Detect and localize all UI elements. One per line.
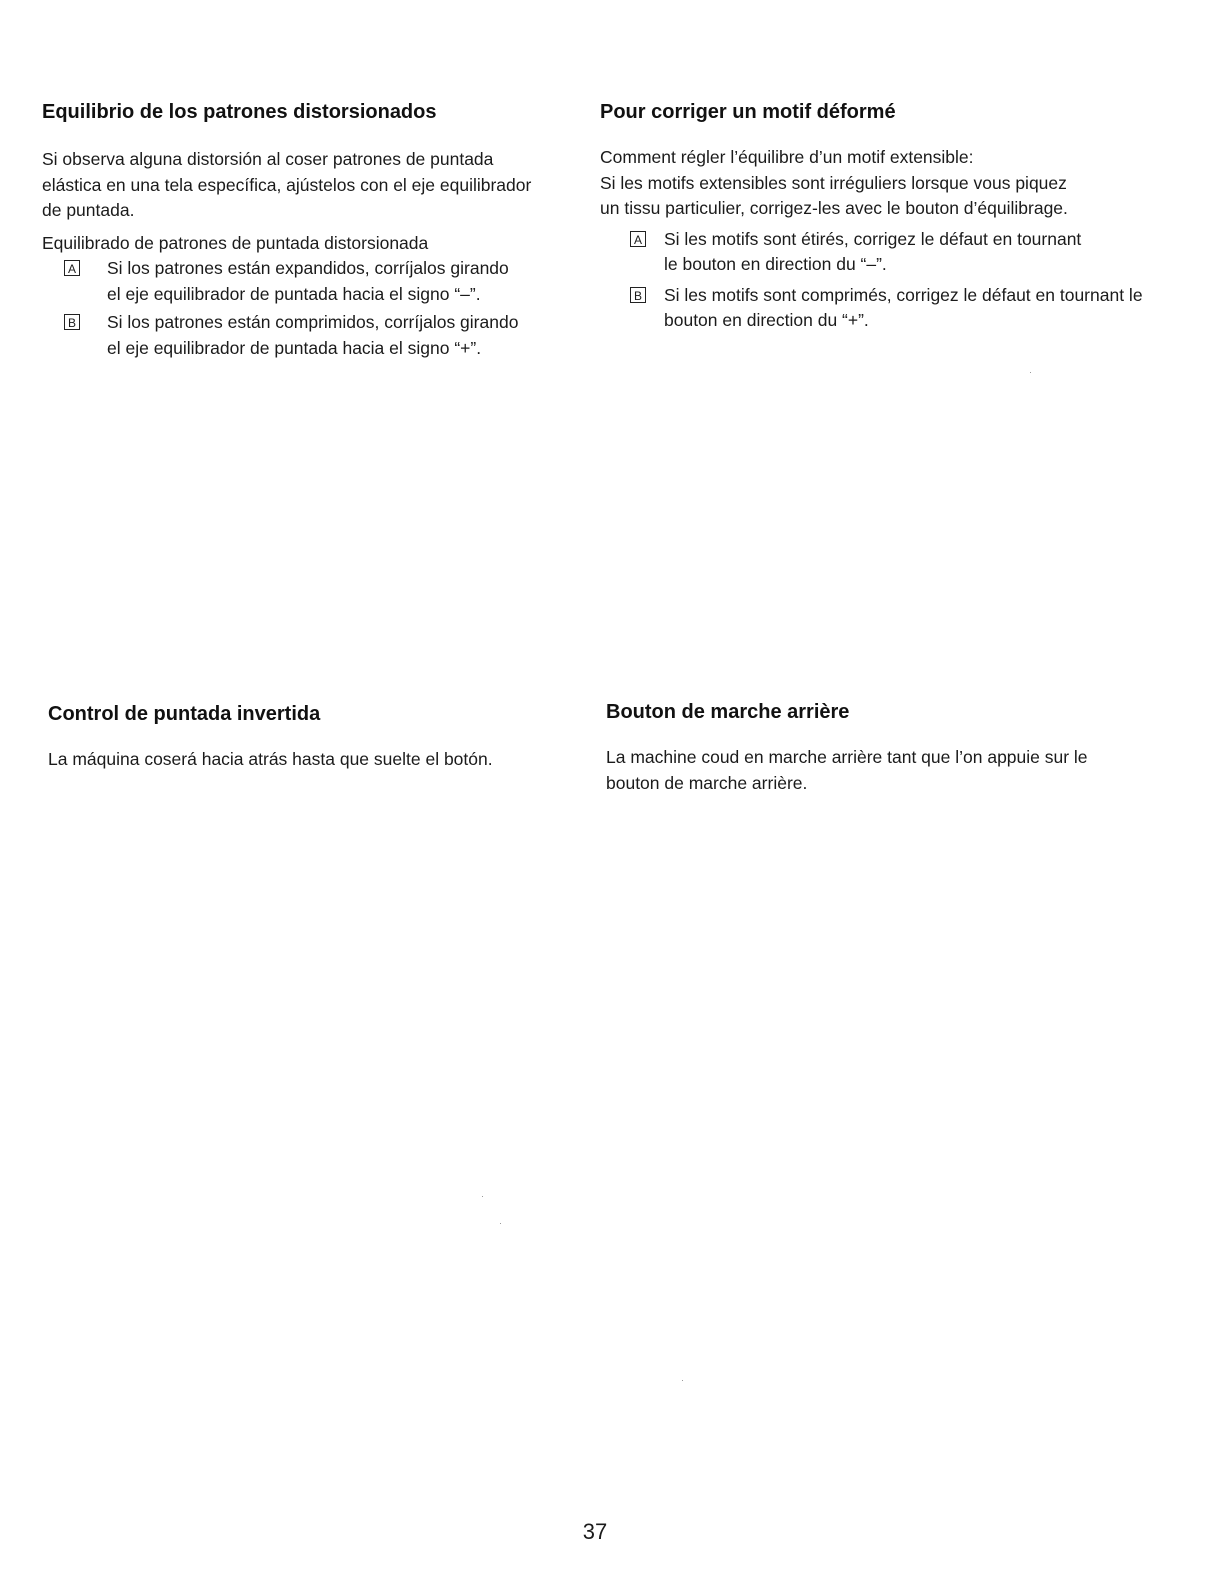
scan-speck	[682, 1380, 683, 1381]
badge-b-icon: B	[64, 314, 80, 330]
fr-balance-item-a	[630, 227, 1134, 278]
scan-speck	[500, 1223, 501, 1224]
badge-a-icon: A	[64, 260, 80, 276]
es-reverse-section	[48, 701, 588, 773]
page-number: 37	[582, 1519, 608, 1544]
es-balance-item-b-text: Si los patrones están comprimidos, corríjalos girando el eje equilibrador de puntada hacia el signo “+”.	[107, 312, 519, 358]
fr-balance-item-b-text: Si les motifs sont comprimés, corrigez le défaut en tournant le bouton en direction du “+”.	[664, 284, 1143, 330]
es-balance-item-a	[64, 256, 527, 307]
fr-balance-item-a-text: Si les motifs sont étirés, corrigez le défaut en tournant le bouton en direction du “–”.	[664, 228, 1082, 274]
es-reverse-text: La máquina coserá hacia atrás hasta que suelte el botón.	[48, 749, 493, 769]
es-reverse-heading: Control de puntada invertida	[48, 703, 321, 725]
scan-speck	[482, 1196, 483, 1197]
es-balance-heading: Equilibrio de los patrones distorsionados	[42, 101, 437, 123]
es-balance-item-a-text: Si los patrones están expandidos, corríjalos girando el eje equilibrador de puntada hacia el signo “–”.	[107, 258, 509, 304]
fr-reverse-heading: Bouton de marche arrière	[606, 701, 850, 723]
scan-speck	[1030, 372, 1031, 373]
fr-balance-intro-line1: Comment régler l’équilibre d’un motif extensible:	[600, 147, 974, 167]
fr-reverse-section	[606, 699, 1126, 796]
fr-balance-heading: Pour corriger un motif déformé	[600, 101, 896, 123]
fr-balance-intro-line2: Si les motifs extensibles sont irréguliers lorsque vous piquez un tissu particulier, corrigez-les avec le bouton d’équilibrage.	[600, 172, 1068, 218]
fr-balance-item-b	[630, 283, 1154, 334]
badge-b-icon: B	[630, 287, 646, 303]
badge-a-icon: A	[630, 231, 646, 247]
es-balance-item-b	[64, 310, 527, 361]
fr-reverse-text: La machine coud en marche arrière tant que l’on appuie sur le bouton de marche arrière.	[606, 747, 1088, 793]
fr-balance-section	[600, 99, 1143, 334]
es-balance-intro: Si observa alguna distorsión al coser patrones de puntada elástica en una tela específica, ajústelos con el eje equilibrador de puntada.	[42, 149, 532, 220]
es-balance-section	[42, 99, 542, 361]
es-balance-subheading: Equilibrado de patrones de puntada distorsionada	[42, 232, 429, 253]
